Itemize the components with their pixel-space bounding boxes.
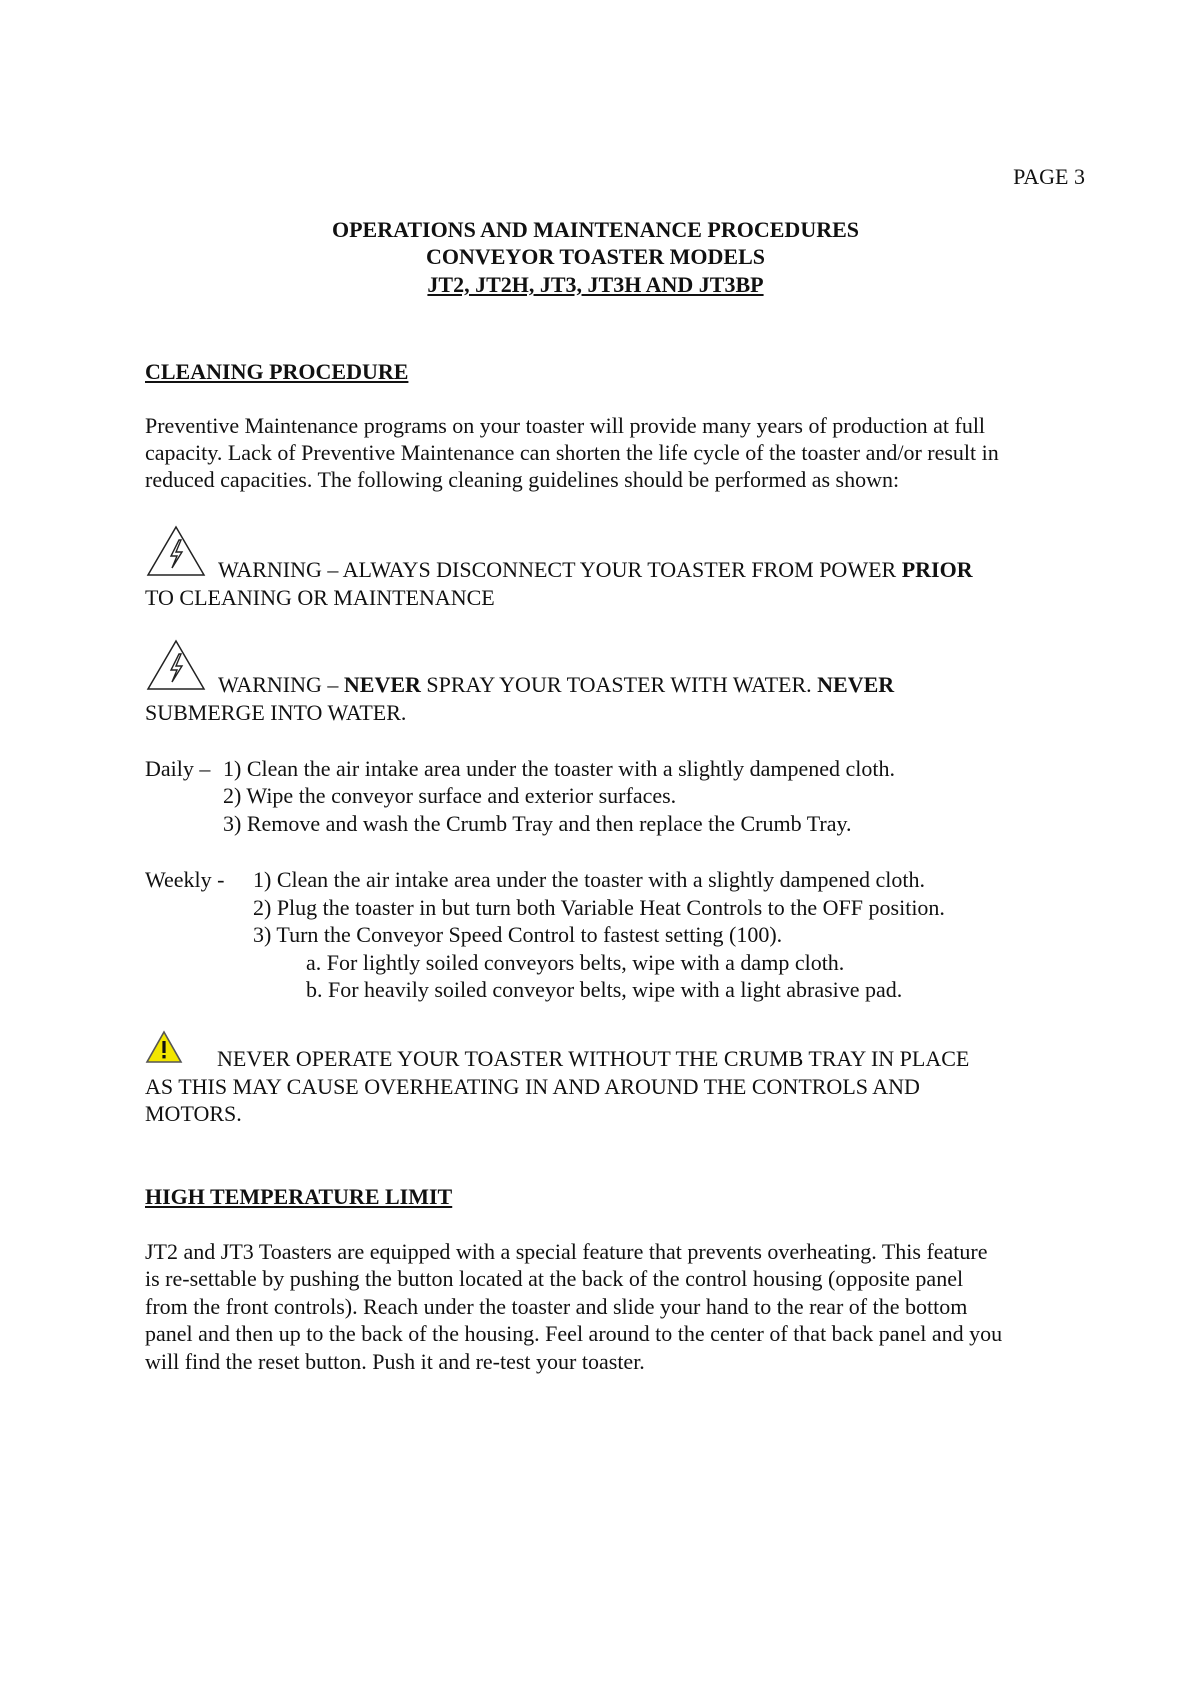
weekly-step-3: 3) Turn the Conveyor Speed Control to fastest setting (100). <box>253 922 783 947</box>
electric-hazard-icon <box>145 638 207 692</box>
warning-water-prefix: WARNING – <box>218 672 344 697</box>
high-temp-line-4: panel and then up to the back of the housing. Feel around to the center of that back panel and you <box>145 1321 1003 1346</box>
caution-icon <box>145 1030 183 1064</box>
daily-step-1: 1) Clean the air intake area under the toaster with a slightly dampened cloth. <box>223 756 895 781</box>
intro-line-1: Preventive Maintenance programs on your toaster will provide many years of production at full <box>145 413 986 438</box>
electric-hazard-icon <box>145 524 207 578</box>
document-title-models <box>0 271 1191 299</box>
document-title-line1: OPERATIONS AND MAINTENANCE PROCEDURES <box>331 217 860 242</box>
warning-water-line1 <box>218 671 894 699</box>
warning-water-line2: SUBMERGE INTO WATER. <box>145 700 407 725</box>
warning-disconnect-line1 <box>218 556 973 584</box>
cleaning-heading: CLEANING PROCEDURE <box>145 359 409 384</box>
caution-line-1: NEVER OPERATE YOUR TOASTER WITHOUT THE CRUMB TRAY IN PLACE <box>217 1046 970 1071</box>
high-temp-line-5: will find the reset button. Push it and re-test your toaster. <box>145 1349 645 1374</box>
high-temp-heading: HIGH TEMPERATURE LIMIT <box>145 1184 453 1209</box>
weekly-label: Weekly - <box>145 867 225 892</box>
intro-line-3: reduced capacities. The following cleaning guidelines should be performed as shown: <box>145 467 900 492</box>
models-text: JT2, JT2H, JT3, JT3H AND JT3BP <box>427 272 764 297</box>
weekly-step-1: 1) Clean the air intake area under the toaster with a slightly dampened cloth. <box>253 867 925 892</box>
document-title-line2: CONVEYOR TOASTER MODELS <box>425 244 766 269</box>
warning-disconnect-line2: TO CLEANING OR MAINTENANCE <box>145 585 495 610</box>
weekly-substep-a: a. For lightly soiled conveyors belts, wipe with a damp cloth. <box>306 950 845 975</box>
caution-line-3: MOTORS. <box>145 1101 242 1126</box>
warning-disconnect-text: WARNING – ALWAYS DISCONNECT YOUR TOASTER FROM POWER <box>218 557 902 582</box>
high-temp-line-2: is re-settable by pushing the button located at the back of the control housing (opposite panel <box>145 1266 964 1291</box>
warning-never-emphasis-1: NEVER <box>343 672 421 697</box>
high-temp-line-3: from the front controls). Reach under the toaster and slide your hand to the rear of the bottom <box>145 1294 968 1319</box>
warning-water-mid: SPRAY YOUR TOASTER WITH WATER. <box>420 672 818 697</box>
warning-never-emphasis-2: NEVER <box>817 672 895 697</box>
page-number: PAGE 3 <box>1013 164 1085 189</box>
warning-prior-emphasis: PRIOR <box>901 557 973 582</box>
weekly-step-2: 2) Plug the toaster in but turn both Variable Heat Controls to the OFF position. <box>253 895 945 920</box>
high-temp-line-1: JT2 and JT3 Toasters are equipped with a special feature that prevents overheating. This feature <box>145 1239 988 1264</box>
weekly-substep-b: b. For heavily soiled conveyor belts, wipe with a light abrasive pad. <box>306 977 903 1002</box>
caution-line-2: AS THIS MAY CAUSE OVERHEATING IN AND AROUND THE CONTROLS AND <box>145 1074 920 1099</box>
daily-step-2: 2) Wipe the conveyor surface and exterior surfaces. <box>223 783 677 808</box>
daily-label: Daily – <box>145 756 211 781</box>
daily-step-3: 3) Remove and wash the Crumb Tray and then replace the Crumb Tray. <box>223 811 852 836</box>
intro-line-2: capacity. Lack of Preventive Maintenance can shorten the life cycle of the toaster and/or result in <box>145 440 999 465</box>
